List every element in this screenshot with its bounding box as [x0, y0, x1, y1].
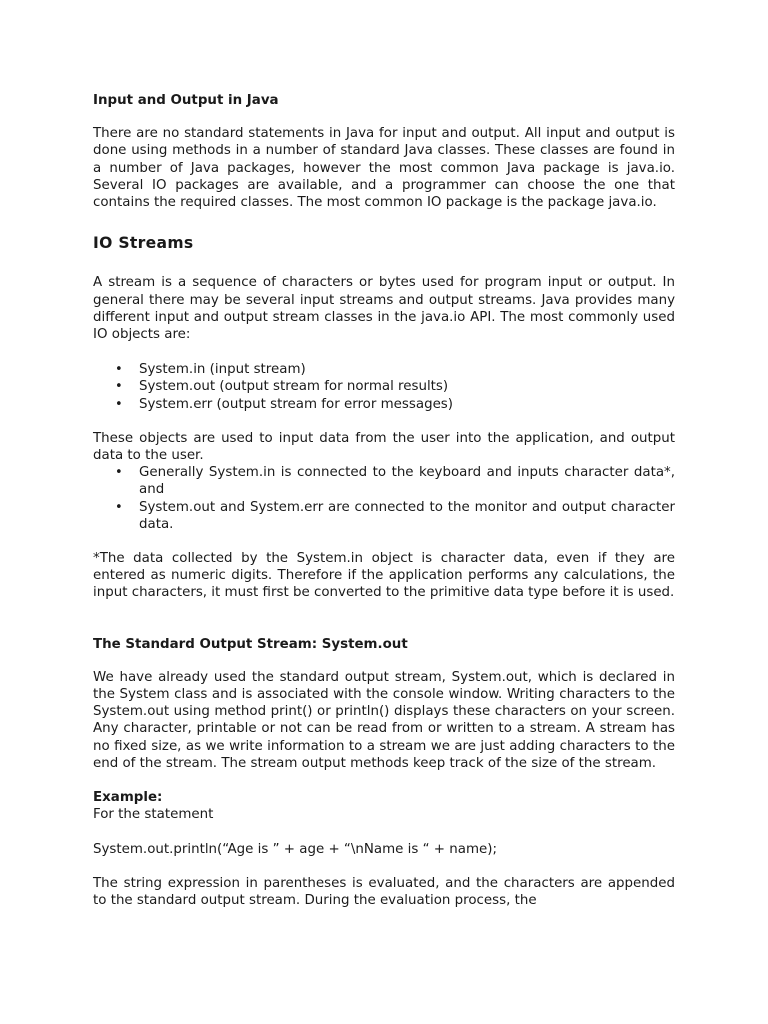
footnote-paragraph: *The data collected by the System.in object is character data, even if they are entered as numeric digits. Therefore if the application performs any calculations, the input characters, it must first be converted to the primitive data type before it is used. — [93, 551, 675, 601]
standard-output-heading: The Standard Output Stream: System.out — [93, 636, 408, 652]
intro-paragraph: There are no standard statements in Java for input and output. All input and output is done using methods in a number of standard Java classes. These classes are found in a number of Java packages, however the most common Java package is java.io. Several IO packages are available, and a programmer can choose the one that contains the required classes. The most common IO package is the package java.io. — [93, 126, 675, 211]
io-streams-paragraph: A stream is a sequence of characters or bytes used for program input or output. In general there may be several input streams and output streams. Java provides many different input and output stream classes in the java.io API. The most commonly used IO objects are: — [93, 275, 675, 343]
bullet-icon: • — [115, 465, 123, 481]
bullet-icon: • — [115, 396, 123, 412]
document-page — [93, 92, 675, 909]
bullet-icon: • — [115, 499, 123, 515]
list-item: • System.err (output stream for error messages) — [115, 396, 454, 412]
example-code: System.out.println(“Age is ” + age + “\nName is “ + name); — [93, 841, 497, 857]
list-item: • System.out (output stream for normal results) — [115, 379, 449, 395]
standard-output-paragraph: We have already used the standard output stream, System.out, which is declared in the System class and is associated with the console window. Writing characters to the System.out using method print() or println() displays these characters on your screen. Any character, printable or not can be read from or written to a stream. A stream has no fixed size, as we write information to a stream we are just adding characters to the end of the stream. The stream output methods keep track of the size of the stream. — [93, 669, 675, 771]
list-item: • System.out and System.err are connected to the monitor and output character data. — [115, 499, 675, 532]
document-title: Input and Output in Java — [93, 93, 279, 108]
example-label: Example: — [93, 790, 163, 806]
list-item: • System.in (input stream) — [115, 362, 306, 378]
io-streams-heading: IO Streams — [93, 234, 194, 253]
evaluation-paragraph: The string expression in parentheses is evaluated, and the characters are appended to the standard output stream. During the evaluation process, the — [93, 875, 675, 908]
list-item: • Generally System.in is connected to the keyboard and inputs character data*, and — [115, 465, 675, 498]
bullet-icon: • — [115, 379, 123, 395]
bullet-icon: • — [115, 362, 123, 378]
example-intro: For the statement — [93, 807, 214, 823]
connections-list — [93, 464, 675, 533]
objects-usage-paragraph: These objects are used to input data from the user into the application, and output data to the user. — [93, 430, 675, 464]
io-objects-list — [93, 361, 675, 413]
